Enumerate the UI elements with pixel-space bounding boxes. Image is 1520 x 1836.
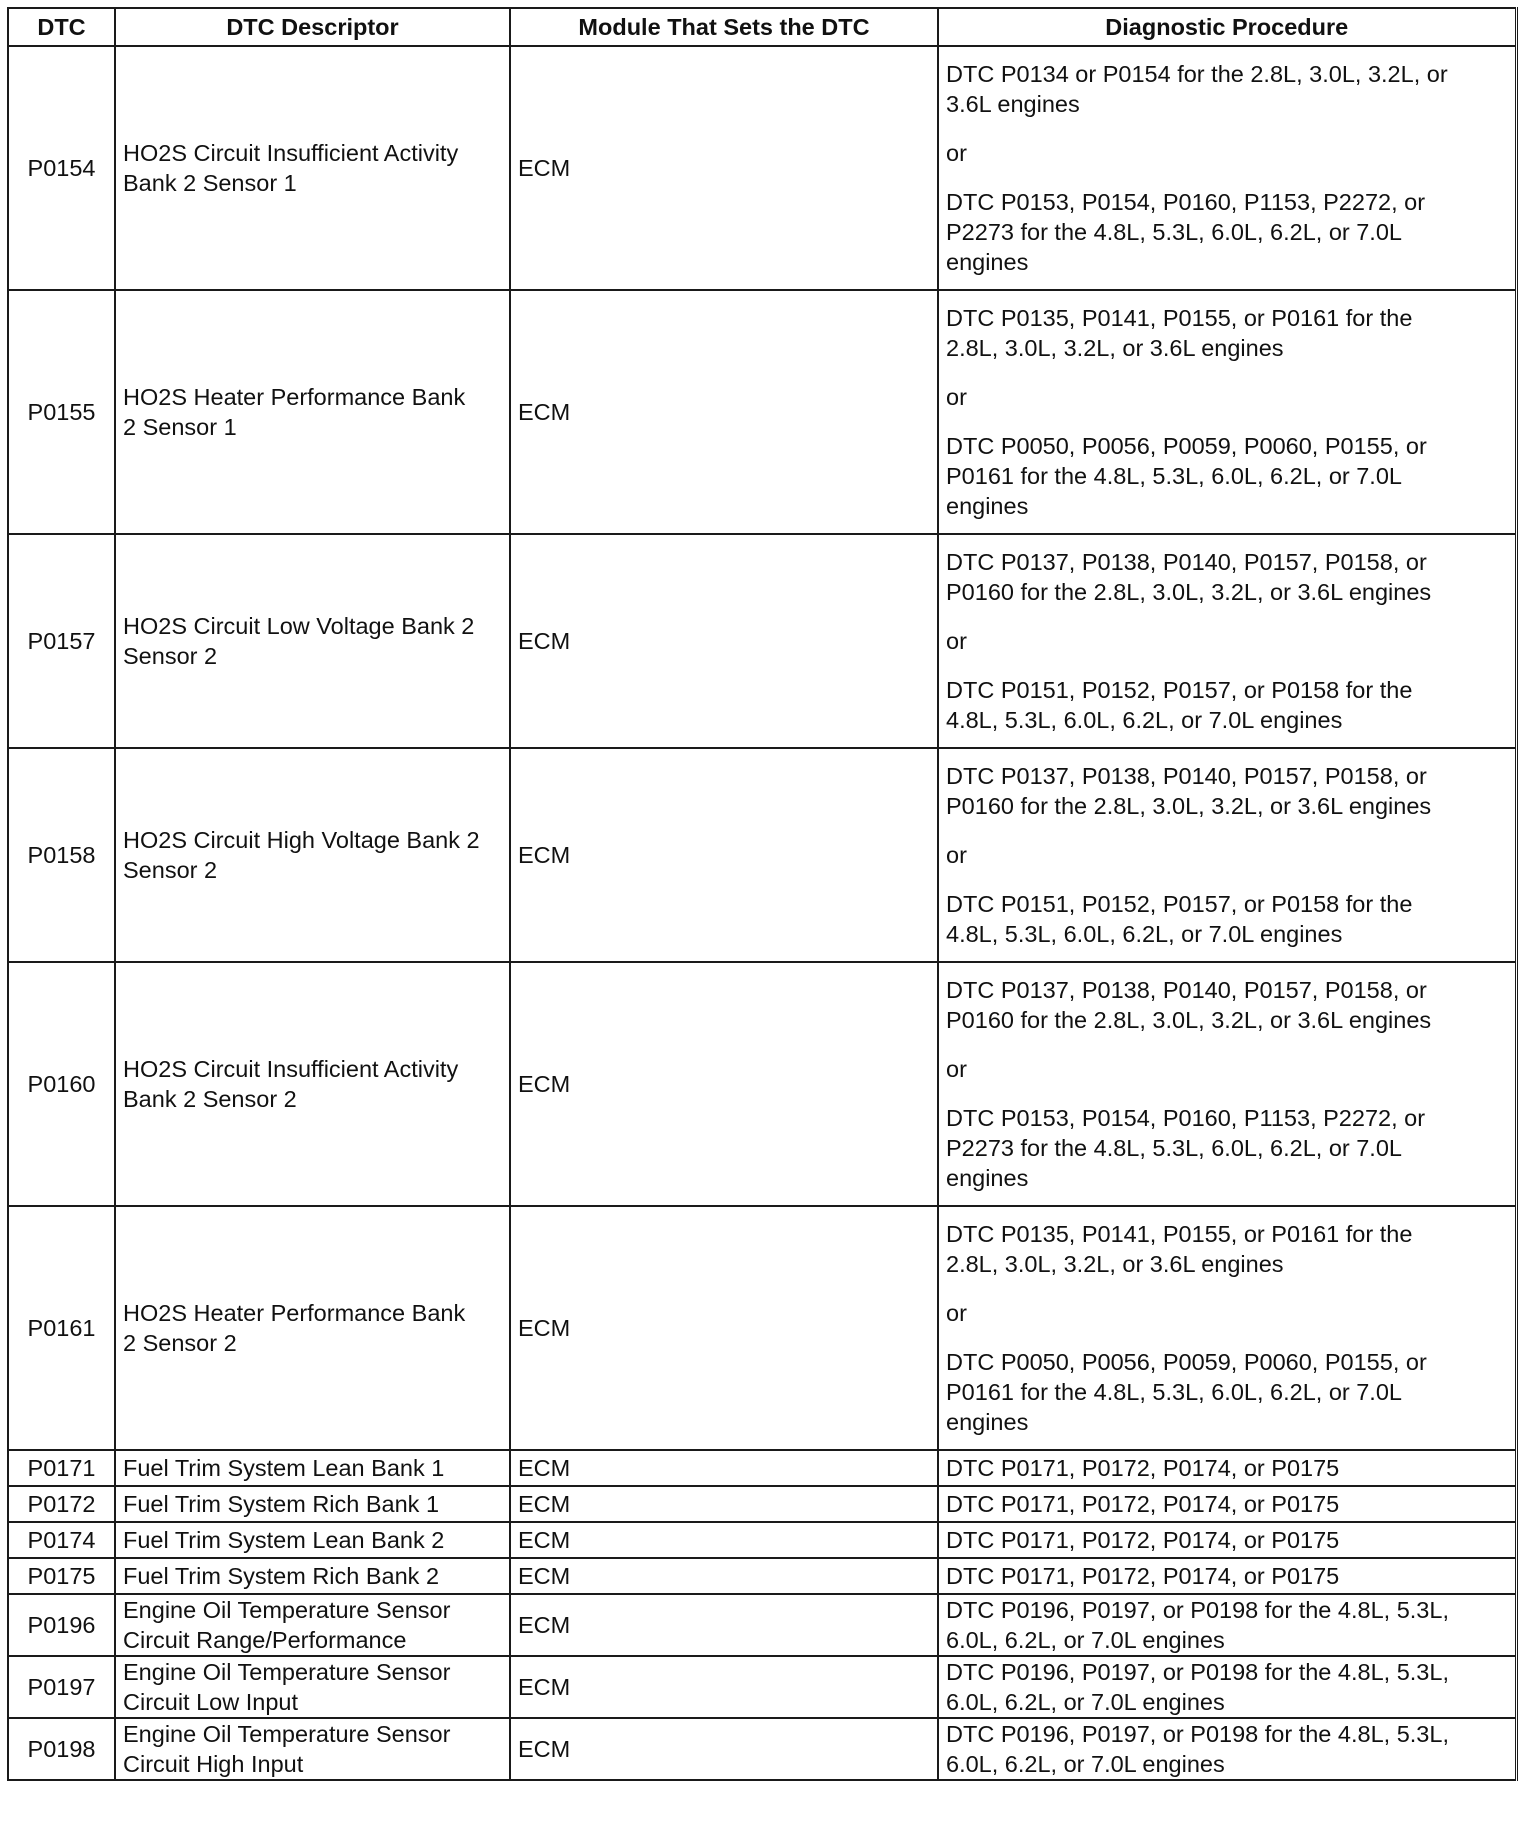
dtc-descriptor [115,46,510,290]
module-name: ECM [510,1206,938,1450]
procedure-line: 2.8L, 3.0L, 3.2L, or 3.6L engines [946,335,1284,361]
table-row [8,1558,1516,1594]
procedure-paragraph [946,1719,1508,1779]
diagnostic-procedure [938,1594,1516,1656]
procedure-paragraph [946,975,1508,1035]
procedure-or [946,840,1508,870]
table-header [8,8,1516,46]
procedure-paragraph [946,1347,1508,1437]
procedure-line: DTC P0151, P0152, P0157, or P0158 for the [946,891,1413,917]
procedure-or [946,1298,1508,1328]
procedure-line: or [946,842,967,868]
procedure-line: DTC P0151, P0152, P0157, or P0158 for the [946,677,1413,703]
table-row [8,1522,1516,1558]
procedure-or [946,1054,1508,1084]
descriptor-line: Bank 2 Sensor 1 [123,170,297,196]
dtc-descriptor [115,1450,510,1486]
procedure-line: P0160 for the 2.8L, 3.0L, 3.2L, or 3.6L engines [946,579,1432,605]
procedure-line: 4.8L, 5.3L, 6.0L, 6.2L, or 7.0L engines [946,707,1343,733]
descriptor-line: Fuel Trim System Lean Bank 2 [123,1527,445,1553]
procedure-line: P0161 for the 4.8L, 5.3L, 6.0L, 6.2L, or 7.0L [946,1379,1402,1405]
dtc-code: P0158 [8,748,115,962]
descriptor-line: Sensor 2 [123,643,218,669]
diagnostic-procedure [938,748,1516,962]
table-row [8,1486,1516,1522]
procedure-line: 6.0L, 6.2L, or 7.0L engines [946,1689,1225,1715]
table-row [8,1206,1516,1450]
header-row [8,8,1516,46]
descriptor-line: Fuel Trim System Rich Bank 1 [123,1491,440,1517]
diagnostic-procedure [938,1718,1516,1780]
descriptor-line: Engine Oil Temperature Sensor [123,1721,451,1747]
procedure-paragraph [946,1103,1508,1193]
procedure-paragraph [946,187,1508,277]
header-module: Module That Sets the DTC [510,8,938,46]
descriptor-line: Fuel Trim System Rich Bank 2 [123,1563,440,1589]
module-name: ECM [510,748,938,962]
module-name: ECM [510,962,938,1206]
module-name: ECM [510,1450,938,1486]
procedure-paragraph [946,1525,1508,1555]
procedure-or [946,138,1508,168]
procedure-line: P0161 for the 4.8L, 5.3L, 6.0L, 6.2L, or 7.0L [946,463,1402,489]
procedure-line: DTC P0050, P0056, P0059, P0060, P0155, or [946,1349,1427,1375]
procedure-line: DTC P0171, P0172, P0174, or P0175 [946,1455,1340,1481]
dtc-code: P0161 [8,1206,115,1450]
module-name: ECM [510,1594,938,1656]
procedure-paragraph [946,303,1508,363]
procedure-paragraph [946,1219,1508,1279]
dtc-descriptor [115,290,510,534]
procedure-line: 6.0L, 6.2L, or 7.0L engines [946,1751,1225,1777]
diagnostic-procedure [938,1486,1516,1522]
procedure-line: 6.0L, 6.2L, or 7.0L engines [946,1627,1225,1653]
table-row [8,1718,1516,1780]
procedure-line: or [946,140,967,166]
procedure-line: DTC P0196, P0197, or P0198 for the 4.8L, 5.3L, [946,1597,1449,1623]
procedure-paragraph [946,431,1508,521]
procedure-paragraph [946,1453,1508,1483]
diagnostic-procedure [938,290,1516,534]
descriptor-line: Circuit Range/Performance [123,1627,407,1653]
header-descriptor: DTC Descriptor [115,8,510,46]
diagnostic-procedure [938,1522,1516,1558]
dtc-code: P0171 [8,1450,115,1486]
procedure-paragraph [946,1489,1508,1519]
procedure-line: DTC P0196, P0197, or P0198 for the 4.8L, 5.3L, [946,1659,1449,1685]
dtc-descriptor [115,534,510,748]
dtc-code: P0172 [8,1486,115,1522]
procedure-line: P2273 for the 4.8L, 5.3L, 6.0L, 6.2L, or 7.0L [946,1135,1402,1161]
descriptor-line: HO2S Circuit Insufficient Activity [123,1056,459,1082]
procedure-line: DTC P0135, P0141, P0155, or P0161 for the [946,1221,1413,1247]
dtc-code: P0197 [8,1656,115,1718]
procedure-paragraph [946,1657,1508,1717]
procedure-line: engines [946,1165,1029,1191]
dtc-code: P0196 [8,1594,115,1656]
descriptor-line: Circuit High Input [123,1751,304,1777]
procedure-line: DTC P0153, P0154, P0160, P1153, P2272, or [946,1105,1426,1131]
module-name: ECM [510,1558,938,1594]
descriptor-line: HO2S Heater Performance Bank [123,1300,466,1326]
descriptor-line: 2 Sensor 2 [123,1330,237,1356]
dtc-descriptor [115,1558,510,1594]
diagnostic-procedure [938,46,1516,290]
procedure-line: DTC P0171, P0172, P0174, or P0175 [946,1527,1340,1553]
table-body [8,46,1516,1780]
descriptor-line: Circuit Low Input [123,1689,299,1715]
dtc-descriptor [115,748,510,962]
procedure-paragraph [946,761,1508,821]
procedure-line: DTC P0171, P0172, P0174, or P0175 [946,1491,1340,1517]
descriptor-line: 2 Sensor 1 [123,414,237,440]
descriptor-line: HO2S Circuit Low Voltage Bank 2 [123,613,475,639]
table-row [8,534,1516,748]
procedure-line: DTC P0134 or P0154 for the 2.8L, 3.0L, 3.2L, or [946,61,1448,87]
procedure-line: DTC P0137, P0138, P0140, P0157, P0158, or [946,977,1427,1003]
descriptor-line: HO2S Circuit Insufficient Activity [123,140,459,166]
procedure-line: engines [946,493,1029,519]
procedure-line: DTC P0171, P0172, P0174, or P0175 [946,1563,1340,1589]
dtc-code: P0155 [8,290,115,534]
procedure-line: 4.8L, 5.3L, 6.0L, 6.2L, or 7.0L engines [946,921,1343,947]
procedure-line: DTC P0137, P0138, P0140, P0157, P0158, or [946,763,1427,789]
descriptor-line: Bank 2 Sensor 2 [123,1086,297,1112]
diagnostic-procedure [938,1656,1516,1718]
procedure-or [946,382,1508,412]
module-name: ECM [510,1486,938,1522]
dtc-descriptor [115,1718,510,1780]
module-name: ECM [510,1522,938,1558]
procedure-paragraph [946,547,1508,607]
table-row [8,1594,1516,1656]
diagnostic-procedure [938,1206,1516,1450]
table-row [8,1656,1516,1718]
procedure-paragraph [946,675,1508,735]
table-row [8,748,1516,962]
procedure-line: DTC P0196, P0197, or P0198 for the 4.8L, 5.3L, [946,1721,1449,1747]
dtc-code: P0198 [8,1718,115,1780]
table-row [8,46,1516,290]
procedure-paragraph [946,889,1508,949]
diagnostic-procedure [938,534,1516,748]
dtc-descriptor [115,1206,510,1450]
procedure-line: 2.8L, 3.0L, 3.2L, or 3.6L engines [946,1251,1284,1277]
table-row [8,962,1516,1206]
descriptor-line: Engine Oil Temperature Sensor [123,1659,451,1685]
header-procedure: Diagnostic Procedure [938,8,1516,46]
procedure-line: DTC P0050, P0056, P0059, P0060, P0155, or [946,433,1427,459]
procedure-line: engines [946,249,1029,275]
procedure-paragraph [946,1561,1508,1591]
procedure-line: or [946,1056,967,1082]
procedure-line: 3.6L engines [946,91,1080,117]
dtc-table [7,7,1518,1781]
procedure-line: or [946,1300,967,1326]
procedure-paragraph [946,1595,1508,1655]
procedure-line: DTC P0153, P0154, P0160, P1153, P2272, or [946,189,1426,215]
procedure-or [946,626,1508,656]
procedure-line: P0160 for the 2.8L, 3.0L, 3.2L, or 3.6L engines [946,793,1432,819]
descriptor-line: Sensor 2 [123,857,218,883]
dtc-descriptor [115,962,510,1206]
header-dtc: DTC [8,8,115,46]
dtc-descriptor [115,1522,510,1558]
module-name: ECM [510,290,938,534]
diagnostic-procedure [938,1558,1516,1594]
diagnostic-procedure [938,1450,1516,1486]
module-name: ECM [510,534,938,748]
module-name: ECM [510,1718,938,1780]
procedure-line: engines [946,1409,1029,1435]
descriptor-line: HO2S Circuit High Voltage Bank 2 [123,827,480,853]
procedure-line: P0160 for the 2.8L, 3.0L, 3.2L, or 3.6L engines [946,1007,1432,1033]
module-name: ECM [510,46,938,290]
procedure-line: DTC P0137, P0138, P0140, P0157, P0158, or [946,549,1427,575]
dtc-code: P0175 [8,1558,115,1594]
descriptor-line: Fuel Trim System Lean Bank 1 [123,1455,445,1481]
dtc-descriptor [115,1594,510,1656]
descriptor-line: Engine Oil Temperature Sensor [123,1597,451,1623]
table-row [8,290,1516,534]
table-row [8,1450,1516,1486]
diagnostic-procedure [938,962,1516,1206]
descriptor-line: HO2S Heater Performance Bank [123,384,466,410]
procedure-line: DTC P0135, P0141, P0155, or P0161 for the [946,305,1413,331]
procedure-line: or [946,628,967,654]
dtc-descriptor [115,1486,510,1522]
dtc-code: P0157 [8,534,115,748]
procedure-line: P2273 for the 4.8L, 5.3L, 6.0L, 6.2L, or 7.0L [946,219,1402,245]
dtc-code: P0174 [8,1522,115,1558]
dtc-code: P0154 [8,46,115,290]
dtc-descriptor [115,1656,510,1718]
dtc-code: P0160 [8,962,115,1206]
procedure-line: or [946,384,967,410]
procedure-paragraph [946,59,1508,119]
module-name: ECM [510,1656,938,1718]
